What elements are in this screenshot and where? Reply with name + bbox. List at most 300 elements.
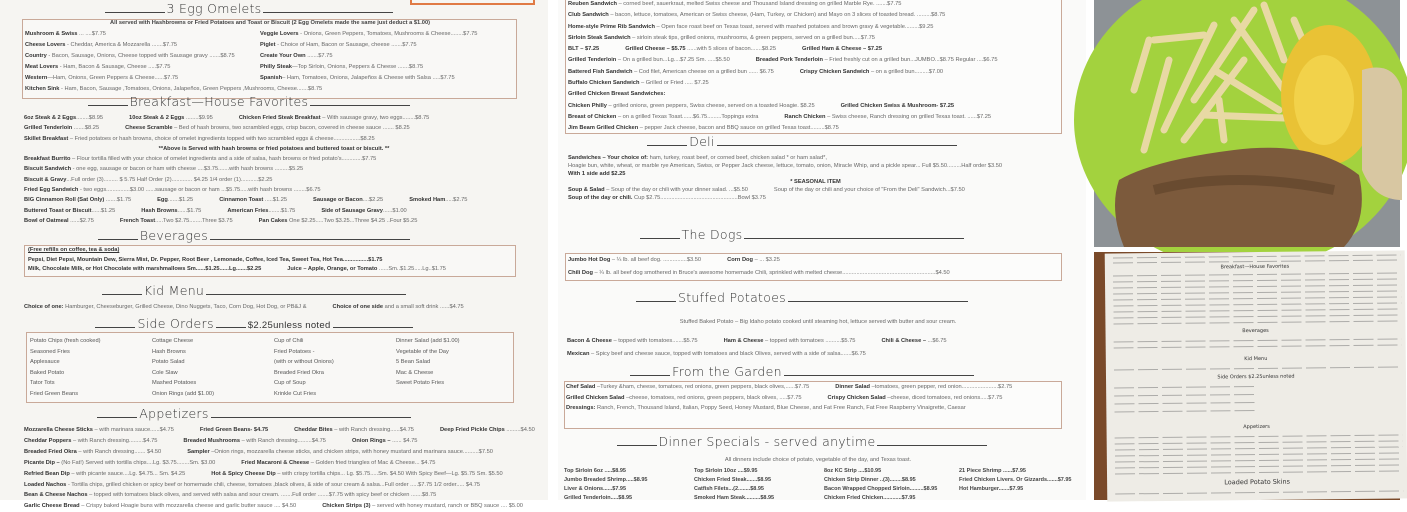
menu-item-name: Chicken Strips (3) — [322, 503, 371, 510]
menu-item-description: Hamburger, Cheeseburger, Grilled Cheese, Dino Nuggets, Taco, Corn Dog, Hot Dog, or PB&J & — [63, 304, 307, 310]
menu-item — [790, 178, 840, 186]
dogs-list — [568, 254, 1060, 279]
menu-item-name: Buttered Toast or Biscuit — [24, 207, 92, 214]
menu-item-description: –tomatoes, green pepper, red onion.......................$2.75 — [870, 384, 1013, 390]
omelets-note: All served with Hashbrowns or Fried Potatoes and Toast or Biscuit (2 Egg Omelets made the same just deduct a $1.00) — [109, 20, 431, 26]
menu-row — [24, 436, 536, 447]
menu-item-description: – Cod filet, American cheese on a grilled bun ...... $6.75 — [632, 68, 774, 75]
menu-row — [566, 382, 1060, 393]
menu-item — [828, 393, 1003, 404]
side-orders-price-note: $2.25unless noted — [247, 320, 331, 331]
menu-item-name: Kitchen Sink — [25, 86, 60, 92]
menu-item-name: Grilled Cheese – $5.75 — [625, 46, 686, 53]
kid-menu-list — [24, 302, 524, 313]
menu-item-name: Pan Cakes — [258, 217, 288, 224]
menu-item-name: Ranch Chicken — [784, 113, 826, 120]
menu-item-name: 6oz Steak & 2 Eggs — [24, 115, 77, 121]
menu-item-description: – with Ranch dressing....... $4.50 — [76, 448, 162, 455]
menu-row — [24, 469, 536, 480]
section-title-side-orders: Side Orders $2.25unless noted — [0, 316, 548, 331]
menu-item — [568, 112, 758, 123]
menu-row — [24, 480, 536, 491]
menu-row — [24, 175, 524, 185]
menu-row — [568, 267, 1060, 280]
menu-item — [568, 67, 774, 78]
menu-row — [568, 186, 1063, 194]
menu-item-name: Jim Beam Grilled Chicken — [568, 125, 639, 132]
deli-list — [568, 154, 1063, 202]
menu-item: Fried Chicken Livers. Or Gizzards.......$7.95 — [959, 477, 1072, 483]
menu-item-name: Bean & Cheese Nachos — [24, 492, 88, 499]
menu-item-name: Choice of one: — [24, 304, 64, 310]
menu-item-description: - Tortilla chips, grilled chicken or spicy beef or homemade chili, cheese, tomatoes ,black olives, & side of sour cream & salsa...Full order .....$7.75 1/2 order..... $4.75 — [66, 481, 481, 488]
menu-row — [24, 458, 536, 469]
menu-item: Fried Potatoes - — [274, 348, 315, 355]
menu-item — [566, 382, 809, 393]
menu-item — [24, 425, 174, 436]
menu-item-description: –cheese, diced tomatoes, red onions.....$7.75 — [885, 394, 1003, 401]
menu-item-description: – served with honey mustard, ranch or BBQ sauce .... $5.00 — [370, 503, 523, 510]
menu-item — [24, 123, 99, 133]
menu-item-description: – ¼ lb. all beef dog. ...............$3.50 — [610, 257, 702, 263]
menu-item-description: – bacon, lettuce, tomatoes, American or Swiss cheese, (Ham, Turkey, or Chicken) and Mayo on 3 slices of toasted bread. .........$8.75 — [608, 12, 946, 19]
menu-item: Smoked Ham Steak..........$8.95 — [694, 495, 775, 501]
menu-row — [568, 154, 1063, 162]
menu-item — [313, 195, 383, 205]
menu-item-name: Biscuit & Gravy — [24, 176, 67, 183]
menu-item-description: – on a grilled bun.........$7.00 — [869, 68, 944, 75]
menu-item-description: – with picante sauce....Lg. $4.75... Sm. $4.25 — [69, 470, 186, 477]
menu-item — [724, 335, 856, 348]
menu-item-description: ......$1.25 — [91, 207, 116, 214]
menu-item-description: ham, turkey, roast beef, or corned beef, chicken salad * or ham salad*, — [648, 155, 827, 161]
menu-item — [567, 335, 698, 348]
menu-item-description: – grilled onions, green peppers, Swiss cheese, served on a toasted Hoagie. $8.25 — [606, 102, 815, 109]
menu-item — [835, 382, 1012, 393]
menu-item-name: Chicken Philly — [568, 102, 607, 109]
menu-item — [568, 89, 665, 100]
menu-item-description: ...Full order (3)......... $ 5.75 Half Order (2)............. $4.25 1/4 order (1)...........$2.25 — [66, 176, 273, 183]
photo-heading: Side Orders $2.25unless noted — [1217, 373, 1295, 381]
menu-item: Hash Browns — [152, 348, 186, 355]
menu-item — [24, 164, 303, 174]
menu-item-description: – with Ranch dressing.........$4.75 — [71, 437, 158, 444]
menu-item-description: ...... $4.75 — [390, 437, 418, 444]
menu-item — [260, 73, 500, 84]
dinner-description: All dinners include choice of potato, vegetable of the day, and Texas toast. — [724, 457, 912, 463]
menu-item-name: Reuben Sandwich — [568, 1, 617, 7]
menu-item-description: – Grilled or Fried ..... $7.25 — [639, 80, 709, 87]
menu-item: Chicken Fried Steak.......$8.95 — [694, 477, 772, 483]
menu-item-name: Biscuit Sandwich — [24, 166, 72, 173]
menu-item — [241, 458, 435, 469]
menu-item: Potato Chips (fresh cooked) — [30, 338, 101, 344]
menu-row — [566, 393, 1060, 404]
menu-item — [24, 185, 321, 195]
menu-row — [568, 33, 1060, 44]
menu-page-middle — [558, 0, 1086, 500]
menu-item: Cottage Cheese — [152, 338, 194, 344]
menu-item — [25, 62, 260, 73]
menu-item-name: Crispy Chicken Sandwich — [799, 68, 870, 75]
menu-item — [625, 44, 776, 55]
menu-item: (with or without Onions) — [274, 359, 334, 366]
food-photo — [1094, 0, 1400, 247]
menu-item-description: ........$8.95 — [76, 115, 104, 121]
menu-item: Tator Tots — [30, 380, 55, 387]
menu-row — [24, 206, 524, 216]
menu-item-description: ...$6.75 — [926, 338, 947, 344]
menu-row — [24, 113, 524, 123]
menu-item — [568, 78, 709, 89]
menu-item — [211, 469, 502, 480]
menu-item-name: Picante Dip – — [24, 459, 60, 466]
menu-item-description: – Flour tortilla filled with your choice of omelet ingredients and a side of salsa, hash browns or fried potato's.............$7.75 — [70, 156, 377, 163]
menu-item — [25, 73, 260, 84]
menu-item: Liver & Onions......$7.95 — [564, 486, 627, 492]
menu-row — [567, 335, 1062, 348]
menu-item — [28, 256, 382, 266]
menu-item-name: Fried Green Beans- $4.75 — [199, 427, 269, 433]
menu-item — [260, 40, 500, 51]
beverages-note: (Free refills on coffee, tea & soda) — [28, 247, 120, 253]
menu-item-description: - Choice of Ham, Bacon or Sausage, cheese .......$7.75 — [275, 42, 417, 48]
menu-item-name: Skillet Breakfast — [24, 135, 69, 142]
breakfast-list — [24, 113, 524, 226]
menu-item-description: – pepper Jack cheese, bacon and BBQ sauce on grilled Texas toast.........$8.75 — [638, 125, 839, 132]
menu-item-description: – With sausage gravy, two eggs........$8.75 — [320, 115, 430, 121]
menu-item-description: —Ham, Onions, Green Peppers & Cheese......$7.75 — [47, 75, 179, 81]
menu-item: Catfish Filets...(2........$8.95 — [694, 486, 764, 492]
menu-item: Chicken Fried Chicken............$7.95 — [824, 495, 916, 501]
menu-item — [568, 254, 701, 267]
menu-item-name: Chef Salad — [566, 384, 596, 390]
menu-item-name: Jumbo Hot Dog — [568, 257, 611, 263]
menu-item-description: – Bed of hash browns, two scrambled eggs, crisp bacon, covered in cheese sauce ....... $8.25 — [172, 125, 410, 132]
menu-item: Krinkle Cut Fries — [274, 390, 317, 397]
menu-item-description: - Ham, Bacon & Sausage, Cheese .....$7.75 — [58, 64, 171, 70]
menu-item — [566, 393, 802, 404]
menu-item: Seasoned Fries — [30, 348, 70, 355]
menu-item-description: – sirloin steak tips, grilled onions, mushrooms, & green peppers, served on a grilled bun.....$7.75 — [630, 34, 875, 41]
menu-item — [568, 162, 1002, 170]
menu-row — [568, 44, 1060, 55]
menu-item: Cup of Soup — [274, 380, 306, 387]
section-title-kid-menu: Kid Menu — [0, 283, 548, 298]
menu-row — [24, 195, 524, 205]
menu-item-name: Grilled Chicken Salad — [566, 394, 625, 401]
menu-item — [568, 186, 748, 194]
menu-item — [260, 29, 500, 40]
menu-item-name: Bowl of Oatmeal — [24, 217, 69, 224]
menu-item — [183, 436, 326, 447]
menu-item-name: Home-style Prime Rib Sandwich — [568, 23, 655, 30]
menu-item-description: - two eggs...............$3.00 ......sausage or bacon or ham ...$5.75.....with hash browns ........$6.75 — [78, 187, 321, 194]
menu-item-name: BIG Cinnamon Roll (Sat Only) — [24, 197, 105, 204]
menu-item-description: – ¼ lb. all beef dog smothered in Bruce's awesome homemade Chili, sprinkled with melted cheese...........................................................$4.50 — [592, 269, 950, 276]
menu-item — [129, 113, 213, 123]
menu-item-name: Mozzarella Cheese Sticks — [24, 427, 93, 433]
menu-item-name: Refried Bean Dip — [24, 470, 70, 477]
menu-row — [567, 348, 1062, 361]
menu-item — [321, 206, 406, 216]
menu-item-name: Mushroom & Swiss — [25, 31, 78, 37]
menu-item — [567, 348, 866, 361]
menu-item-name: Ham & Cheese — [723, 338, 764, 344]
menu-item-name: Crispy Chicken Salad — [827, 394, 886, 401]
menu-item — [24, 469, 185, 480]
menu-item-description: .....$1.25 — [263, 197, 288, 204]
menu-row — [24, 425, 536, 436]
menu-item — [727, 254, 780, 267]
menu-item — [841, 101, 954, 112]
menu-item-name: Spanish — [260, 75, 283, 81]
menu-item — [568, 10, 945, 21]
beverages-list — [28, 246, 512, 275]
menu-item — [24, 134, 375, 144]
menu-item-name: Fried Egg Sandwich — [24, 187, 79, 194]
menu-item — [568, 55, 730, 66]
menu-row — [24, 185, 524, 195]
menu-item — [25, 51, 260, 62]
menu-item — [568, 154, 827, 162]
menu-item — [28, 265, 261, 275]
menu-photo — [1094, 252, 1400, 500]
menu-item: Onion Rings (add $1.00) — [152, 390, 214, 397]
menu-item-name: Soup of the day or chili. — [568, 195, 633, 201]
menu-item-description: –Turkey &ham, cheese, tomatoes, red onions, green peppers, black olives,......$7.75 — [595, 384, 810, 390]
menu-item: 5 Bean Salad — [396, 359, 431, 366]
menu-item — [25, 40, 260, 51]
menu-item-description: ......$1.75 — [177, 207, 202, 214]
menu-item: Mac & Cheese — [396, 369, 434, 376]
menu-item: Mashed Potatoes — [152, 380, 197, 387]
menu-item-name: Country — [25, 53, 47, 59]
fried-steak-plate-image — [1094, 0, 1400, 247]
menu-item — [219, 195, 287, 205]
menu-item-name: Veggie Lovers — [260, 31, 299, 37]
menu-item-name: Grilled Chicken Breast Sandwiches: — [568, 91, 666, 98]
menu-item: Sweet Potato Fries — [396, 380, 445, 387]
deli-rows — [568, 154, 1063, 202]
menu-row — [568, 112, 1060, 123]
menu-item-description: – Golden fried triangles of Mac & Cheese... $4.75 — [309, 459, 436, 466]
menu-item-description: –cheese, tomatoes, red onions, green peppers, black olives, .....$7.75 — [624, 394, 802, 401]
section-title-beverages: Beverages — [0, 228, 548, 243]
menu-item: Jumbo Breaded Shrimp.....$8.95 — [564, 477, 648, 483]
menu-item: Potato Salad — [152, 359, 185, 366]
menu-item — [568, 194, 766, 202]
menu-row — [28, 265, 512, 275]
menu-row — [24, 144, 524, 154]
menu-item: Grilled Tenderloin.....$8.95 — [564, 495, 633, 501]
menu-item — [260, 62, 500, 73]
menu-item-name: With 1 side add $2.25 — [568, 171, 626, 177]
menu-item-description: Hoagie bun, white, wheat, or marble rye American, Swiss, or Pepper Jack cheese, lettuce, tomato, onion, Miracle Whip, and a pickle spear... Full $5.50.........Half order $3.50 — [568, 163, 1003, 169]
menu-item-name: Deep Fried Pickle Chips — [439, 427, 505, 433]
menu-item — [24, 436, 157, 447]
menu-item-description: – with crispy tortilla chips... Lg. $5.75.....Sm. $4.50 With Spicy Beef—Lg. $5.75 Sm. $5.50 — [275, 470, 503, 477]
menu-row — [568, 55, 1060, 66]
menu-item-description: - Bacon, Sausage, Onions, Cheese topped with Sausage gravy .......$8.75 — [46, 53, 235, 59]
menu-item — [568, 33, 875, 44]
menu-item: Dinner Salad (add $1.00) — [396, 338, 460, 344]
menu-item — [409, 195, 467, 205]
menu-item — [24, 490, 436, 501]
menu-item-description: Ranch, French, Thousand Island, Italian, Poppy Seed, Honey Mustard, Blue Cheese, and Fat Free Ranch, Fat Free Raspberry Vinaigrette, Caesar — [595, 405, 966, 411]
menu-item-name: Sandwiches – Your choice of: — [568, 155, 649, 161]
stuffed-potatoes-description: Stuffed Baked Potato – Big Idaho potato cooked until steaming hot, lettuce served with butter and sour cream. — [679, 319, 957, 325]
menu-item-name: Juice – Apple, Orange, or Tomato — [287, 266, 378, 272]
menu-item-description: .....$2.75 — [445, 197, 468, 204]
photo-heading: Loaded Potato Skins — [1224, 477, 1291, 487]
menu-item — [287, 265, 446, 275]
menu-item: Chicken Strip Dinner ..(3)........$8.95 — [824, 477, 916, 483]
menu-item-description: – Spicy beef and cheese sauce, topped with tomatoes and black Olives, served with a side of salsa.......$6.75 — [589, 351, 866, 357]
menu-item-name: Milk, Chocolate Milk, or Hot Chocolate with marshmallows Sm......$1.25......Lg.......$2.25 — [28, 266, 262, 272]
menu-item-description: and a small soft drink ......$4.75 — [383, 304, 464, 310]
section-title-deli: Deli — [518, 134, 1086, 149]
menu-item — [352, 436, 417, 447]
menu-item-name: Cheese Lovers — [25, 42, 66, 48]
menu-item-name: Egg — [157, 197, 168, 204]
menu-item — [227, 206, 295, 216]
menu-row — [24, 164, 524, 174]
menu-item-description: ......with 5 slices of bacon.......$8.25 — [685, 46, 777, 53]
menu-item-name: Grilled Tenderloin — [24, 125, 73, 132]
menu-item: 21 Piece Shrimp ......$7.95 — [959, 468, 1026, 474]
menu-item-description: – Ham, Tomatoes, Onions, Jalapeños & Cheese with Salsa .....$7.75 — [282, 75, 455, 81]
section-title-appetizers: Appetizers — [0, 406, 548, 421]
menu-item: Cole Slaw — [152, 369, 178, 376]
menu-item — [568, 0, 901, 10]
menu-row — [28, 256, 512, 266]
section-title-dinner-specials: Dinner Specials - served anytime — [518, 434, 1086, 449]
menu-item-name: Garlic Cheese Bread — [24, 503, 80, 510]
menu-item-name: Hash Browns — [141, 207, 178, 214]
menu-item: Baked Potato — [30, 369, 65, 376]
menu-item — [24, 154, 376, 164]
menu-item — [125, 123, 410, 133]
menu-row — [568, 67, 1060, 78]
menu-item-description: —Top Sirloin, Onions, Peppers & Cheese .......$8.75 — [291, 64, 424, 70]
menu-item — [141, 206, 201, 216]
beverages-rows — [28, 256, 512, 275]
menu-item-description: – Fried potatoes or hash browns, choice of omelet ingredients topped with two scrambled eggs & cheese.................$8.25 — [68, 135, 375, 142]
menu-item-name: Club Sandwich — [568, 12, 609, 19]
menu-item-name: Chicken Fried Steak Breakfast — [238, 115, 321, 121]
menu-item — [294, 425, 414, 436]
photo-heading: Kid Menu — [1244, 355, 1268, 363]
menu-item — [802, 44, 882, 55]
menu-item — [120, 216, 233, 226]
section-title-garden: From the Garden — [518, 364, 1086, 379]
menu-item-name: Breaded Pork Tenderloin — [755, 57, 823, 64]
menu-item-name: Sampler — [187, 448, 210, 455]
menu-item-name: Fried Macaroni & Cheese — [241, 459, 310, 466]
menu-item — [568, 267, 950, 280]
photo-menu-page — [1105, 250, 1407, 501]
menu-item-description: – Fried freshly cut on a grilled bun...JUMBO...$8.75 Regular ....$6.75 — [822, 57, 998, 64]
menu-item-description: – ... $3.25 — [753, 257, 780, 263]
menu-item-description: – Crispy baked Hoagie buns with mozzarella cheese and garlic butter sauce .... $4.50 — [79, 503, 297, 510]
menu-row — [24, 490, 536, 501]
menu-item-description: - one egg, sausage or bacon or ham with cheese ....$3.75.......with hash browns .........$5.25 — [71, 166, 304, 173]
menu-row — [568, 178, 1063, 186]
menu-row — [568, 22, 1060, 33]
menu-row — [24, 216, 524, 226]
menu-row — [24, 154, 524, 164]
menu-item-name: BLT – $7.25 — [568, 46, 600, 53]
menu-item-name: Dressings: — [566, 405, 596, 411]
menu-item-description: ... ....$7.75 — [77, 31, 106, 37]
menu-item-description: ......$2.75 — [68, 217, 94, 224]
menu-item-name: Cheddar Poppers — [24, 437, 72, 444]
menu-item: Applesauce — [30, 359, 60, 366]
menu-item — [239, 113, 430, 123]
menu-item-name: Pepsi, Diet Pepsi, Mountain Dew, Sierra Mist, Dr. Pepper, Root Beer , Lemonade, Coffee, Iced Tea, Sweet Tea, Hot Tea................$1.75 — [28, 256, 383, 263]
menu-item-name: Dinner Salad — [835, 384, 871, 390]
omelets-grid — [25, 29, 515, 95]
menu-item — [774, 186, 965, 194]
menu-item — [24, 195, 131, 205]
menu-item — [24, 458, 215, 469]
menu-row — [568, 123, 1060, 134]
menu-item: Breaded Fried Okra — [274, 369, 324, 376]
menu-item — [157, 195, 193, 205]
menu-item-description: .......$7.75 — [305, 53, 333, 59]
menu-item-name: Smoked Ham — [409, 197, 446, 204]
menu-item-description: ....$2.25 — [362, 197, 384, 204]
menu-item-description: - Onions, Green Peppers, Tomatoes, Mushrooms & Cheese........$7.75 — [298, 31, 478, 37]
menu-item — [200, 425, 268, 436]
menu-item-description: .......$1.25 — [167, 197, 194, 204]
menu-item-name: Choice of one side — [332, 304, 384, 310]
menu-item-name: Sirloin Steak Sandwich — [568, 34, 631, 41]
menu-item-description: – on a grilled Texas Toast.......$6.75.........Toppings extra — [616, 113, 759, 120]
menu-item-name: Onion Rings – — [351, 437, 391, 444]
menu-item — [24, 302, 307, 313]
menu-item-name: Philly Steak — [260, 64, 292, 70]
menu-item — [756, 55, 998, 66]
section-title-dogs: The Dogs — [518, 227, 1086, 242]
menu-item-name: Bacon & Cheese — [567, 338, 612, 344]
menu-item-name: Grilled Tenderloin — [568, 57, 617, 64]
menu-item-name: Soup & Salad — [568, 187, 605, 193]
menu-item-name: Breaded Fried Okra — [24, 448, 77, 455]
menu-item — [24, 175, 272, 185]
menu-item-description: .....Two $2.75........Three $3.75 — [155, 217, 233, 224]
menu-item — [396, 389, 516, 400]
section-title-omelets: 3 Egg Omelets — [0, 1, 548, 16]
menu-item-name: French Toast — [119, 217, 156, 224]
menu-item — [187, 447, 493, 458]
menu-item — [568, 44, 599, 55]
section-title-stuffed-potatoes: Stuffed Potatoes — [518, 290, 1086, 305]
menu-item — [568, 101, 815, 112]
menu-item-name: American Fries — [227, 207, 269, 214]
menu-item-name: Battered Fish Sandwich — [568, 68, 633, 75]
menu-item-description: (No Fat!) Served with tortilla chips....Lg. $3.75........Sm. $3.00 — [59, 459, 216, 466]
menu-item-name: Mexican — [567, 351, 590, 357]
menu-item — [784, 112, 991, 123]
menu-item-name: Cheddar Bites — [294, 427, 333, 433]
menu-item: Vegetable of the Day — [396, 348, 449, 355]
menu-item — [800, 67, 943, 78]
menu-item: Fried Green Beans — [30, 390, 79, 397]
menu-item-description: Cup $2.75.................................................Bowl $3.75 — [632, 195, 766, 201]
menu-item-name: Breaded Mushrooms — [183, 437, 240, 444]
